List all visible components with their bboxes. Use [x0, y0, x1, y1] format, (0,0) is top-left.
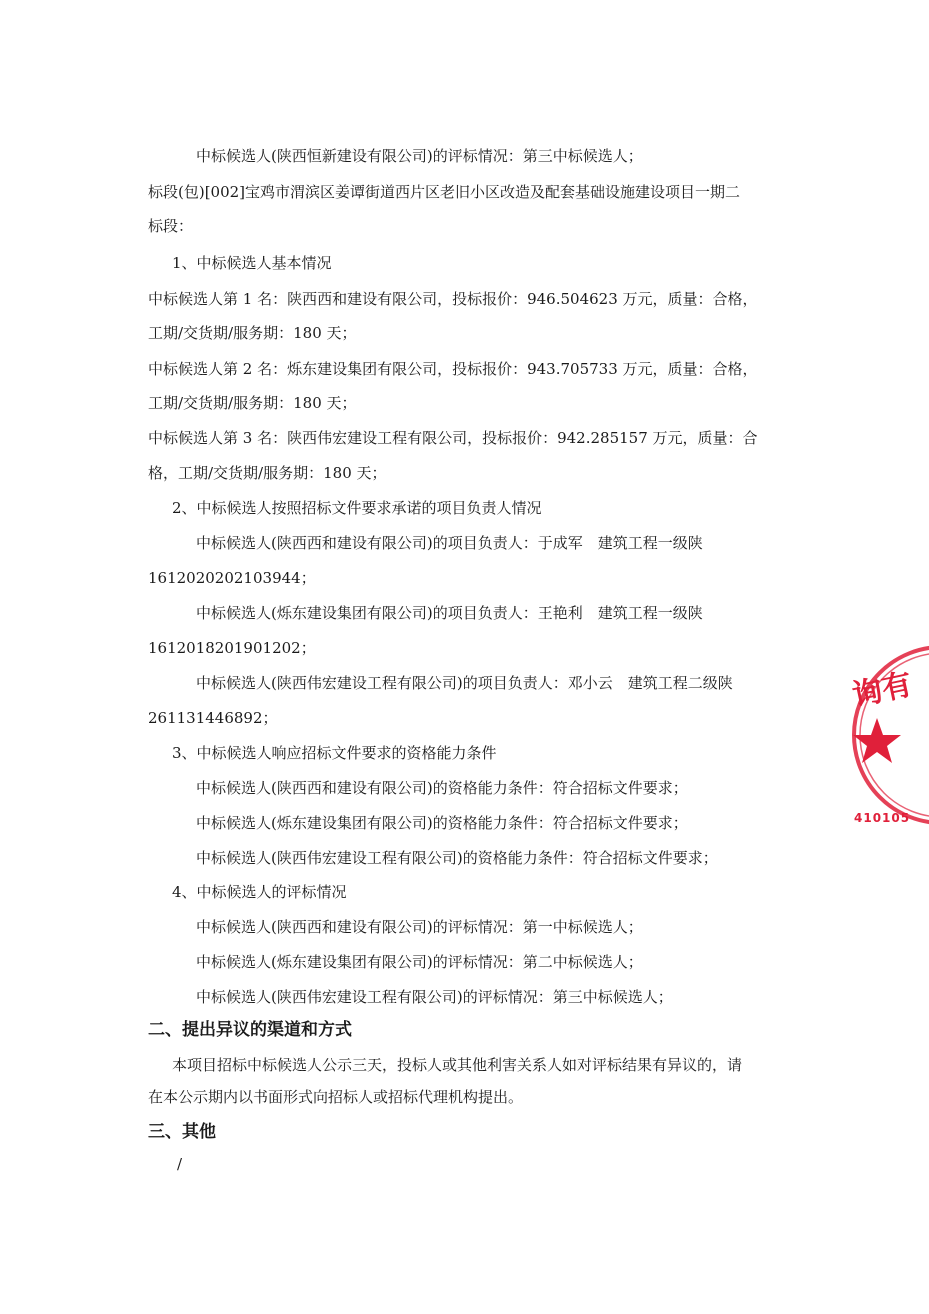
manager-2-line: 中标候选人(烁东建设集团有限公司)的项目负责人：王艳利 建筑工程一级陕 [196, 604, 703, 622]
manager-1-cert: 1612020202103944； [148, 569, 316, 587]
section-2-body-line-1: 本项目招标中标候选人公示三天，投标人或其他利害关系人如对评标结果有异议的，请 [172, 1056, 743, 1074]
qualification-1-line: 中标候选人(陕西西和建设有限公司)的资格能力条件：符合招标文件要求； [196, 779, 688, 797]
evaluation-1-line: 中标候选人(陕西西和建设有限公司)的评标情况：第一中标候选人； [196, 918, 643, 936]
subsection-2-title: 2、中标候选人按照招标文件要求承诺的项目负责人情况 [172, 499, 542, 517]
subsection-1-title: 1、中标候选人基本情况 [172, 254, 332, 272]
subsection-4-title: 4、中标候选人的评标情况 [172, 883, 347, 901]
lot-002-title-line: 标段(包)[002]宝鸡市渭滨区姜谭街道西片区老旧小区改造及配套基础设施建设项目一期二 [148, 183, 741, 201]
section-3-body: / [177, 1155, 183, 1173]
rank-1-line: 中标候选人第 1 名：陕西西和建设有限公司，投标报价：946.504623 万元，质量：合格， [148, 290, 758, 308]
candidate-3-evaluation-line: 中标候选人(陕西恒新建设有限公司)的评标情况：第三中标候选人； [196, 147, 643, 165]
seal-text-bottom: 410105 [854, 811, 911, 825]
qualification-2-line: 中标候选人(烁东建设集团有限公司)的资格能力条件：符合招标文件要求； [196, 814, 688, 832]
qualification-3-line: 中标候选人(陕西伟宏建设工程有限公司)的资格能力条件：符合招标文件要求； [196, 849, 718, 867]
manager-3-cert: 261131446892； [148, 709, 278, 727]
manager-2-cert: 1612018201901202； [148, 639, 316, 657]
seal-text-top: 询有 [849, 667, 916, 714]
evaluation-2-line: 中标候选人(烁东建设集团有限公司)的评标情况：第二中标候选人； [196, 953, 643, 971]
rank-3-line: 中标候选人第 3 名：陕西伟宏建设工程有限公司，投标报价：942.285157 万元，质量：合 [148, 429, 758, 447]
lot-002-title-line-cont: 标段： [148, 217, 194, 235]
rank-1-line-cont: 工期/交货期/服务期：180 天； [148, 324, 357, 342]
seal-graphic [842, 640, 929, 840]
subsection-3-title: 3、中标候选人响应招标文件要求的资格能力条件 [172, 744, 497, 762]
manager-3-line: 中标候选人(陕西伟宏建设工程有限公司)的项目负责人：邓小云 建筑工程二级陕 [196, 674, 733, 692]
rank-2-line: 中标候选人第 2 名：烁东建设集团有限公司，投标报价：943.705733 万元，质量：合格， [148, 360, 758, 378]
section-2-heading: 二、提出异议的渠道和方式 [148, 1020, 352, 1040]
rank-3-line-cont: 格，工期/交货期/服务期：180 天； [148, 464, 387, 482]
company-seal-stamp [842, 640, 929, 840]
rank-2-line-cont: 工期/交货期/服务期：180 天； [148, 394, 357, 412]
manager-1-line: 中标候选人(陕西西和建设有限公司)的项目负责人：于成军 建筑工程一级陕 [196, 534, 703, 552]
section-2-body-line-2: 在本公示期内以书面形式向招标人或招标代理机构提出。 [148, 1088, 524, 1106]
evaluation-3-line: 中标候选人(陕西伟宏建设工程有限公司)的评标情况：第三中标候选人； [196, 988, 673, 1006]
section-3-heading: 三、其他 [148, 1122, 216, 1142]
